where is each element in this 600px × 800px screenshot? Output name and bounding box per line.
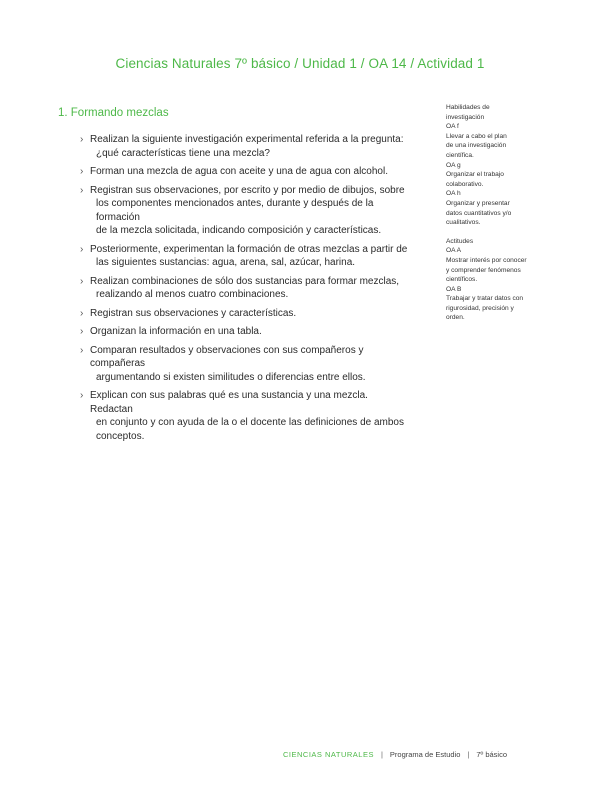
section-title: 1. Formando mezclas — [58, 107, 169, 119]
list-item: › Comparan resultados y observaciones con sus compañeros y compañeras argumentando si existen similitudes o diferencias entre ellos. — [80, 344, 366, 383]
attitude-code: OA A — [446, 247, 462, 255]
skill-text: datos cuantitativos y/o — [446, 209, 512, 217]
attitude-text: rigurosidad, precisión y — [446, 304, 514, 312]
attitude-code: OA B — [446, 285, 462, 293]
footer-brand: CIENCIAS NATURALES — [283, 750, 374, 759]
skill-text: Organizar y presentar — [446, 199, 510, 207]
page-footer — [283, 750, 507, 759]
skill-text: colaborativo. — [446, 180, 484, 188]
chevron-right-icon: › — [80, 166, 84, 177]
list-item: › Registran sus observaciones, por escrito y por medio de dibujos, sobre los componentes mencionados antes, durante y después de la formación de la mezcla solicitada, indicando composición y características. — [80, 184, 405, 236]
list-item: › Explican con sus palabras qué es una sustancia y una mezcla. Redactan en conjunto y con ayuda de la o el docente las definiciones de ambos conceptos. — [80, 390, 404, 442]
attitude-text: científicos. — [446, 276, 478, 284]
list-item: › Organizan la información en una tabla. — [80, 326, 262, 337]
footer-grade: 7º básico — [476, 750, 508, 759]
skills-block — [446, 103, 556, 228]
footer-divider: | — [380, 750, 383, 759]
activity-list — [80, 133, 410, 448]
list-item: › Forman una mezcla de agua con aceite y una de agua con alcohol. — [80, 166, 388, 177]
chevron-right-icon: › — [80, 243, 84, 255]
skills-heading-line: investigación — [446, 113, 485, 121]
skill-text: Organizar el trabajo — [446, 171, 504, 179]
attitude-text: y comprender fenómenos — [446, 266, 521, 274]
list-item: › Registran sus observaciones y características. — [80, 307, 297, 319]
chevron-right-icon: › — [80, 390, 84, 401]
chevron-right-icon: › — [80, 344, 84, 356]
skill-code: OA g — [446, 161, 461, 169]
list-item: › Realizan la siguiente investigación experimental referida a la pregunta: ¿qué características tiene una mezcla? — [80, 134, 404, 159]
skill-code: OA h — [446, 190, 461, 198]
chevron-right-icon: › — [80, 326, 84, 337]
footer-divider: | — [467, 750, 470, 759]
attitude-text: orden. — [446, 314, 465, 322]
skill-code: OA f — [446, 123, 459, 131]
chevron-right-icon: › — [80, 134, 84, 145]
skill-text: cualitativos. — [446, 219, 481, 227]
attitudes-heading: Actitudes — [446, 237, 474, 245]
skill-text: científica. — [446, 151, 474, 159]
skill-text: Llevar a cabo el plan — [446, 132, 507, 140]
footer-program: Programa de Estudio — [389, 750, 461, 759]
skills-heading: Habilidades de — [446, 104, 490, 111]
chevron-right-icon: › — [80, 184, 84, 196]
chevron-right-icon: › — [80, 275, 84, 287]
attitude-text: Mostrar interés por conocer — [446, 256, 527, 264]
skill-text: de una investigación — [446, 142, 507, 150]
sidebar-notes — [446, 103, 556, 332]
attitudes-block — [446, 237, 556, 323]
page-title: Ciencias Naturales 7º básico / Unidad 1 / OA 14 / Actividad 1 — [115, 56, 485, 71]
list-item: › Realizan combinaciones de sólo dos sustancias para formar mezclas, realizando al menos cuatro combinaciones. — [80, 275, 400, 300]
attitude-text: Trabajar y tratar datos con — [446, 295, 524, 303]
list-item: › Posteriormente, experimentan la formación de otras mezclas a partir de las siguientes sustancias: agua, arena, sal, azúcar, harina. — [80, 243, 408, 268]
chevron-right-icon: › — [80, 307, 84, 319]
